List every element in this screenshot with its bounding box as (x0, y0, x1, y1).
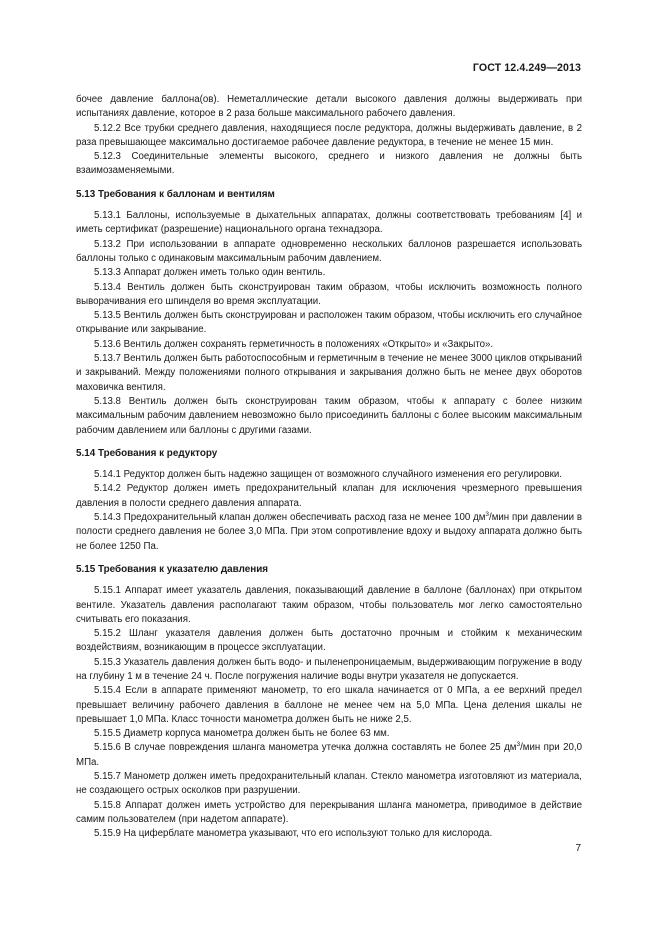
paragraph-5-14-3 (76, 511, 582, 554)
paragraph-5-15-6-text-b: /мин при 20,0 МПа. (76, 742, 582, 768)
paragraph-5-15-9: 5.15.9 На циферблате манометра указывают, что его используют только для кислорода. (94, 828, 493, 840)
paragraph-5-15-1: 5.15.1 Аппарат имеет указатель давления, показывающий давление в баллоне (баллонах) при открытом вентиле. Указатель давления располагают таким образом, чтобы пользователь мог легко самостоятельно считывать его показания. (76, 585, 582, 625)
paragraph-5-13-4: 5.13.4 Вентиль должен быть сконструирован таким образом, чтобы исключить возможность полного выворачивания его шпинделя во время эксплуатации. (76, 281, 582, 307)
paragraph-5-12-3: 5.12.3 Соединительные элементы высокого, среднего и низкого давления не должны быть взаимозаменяемыми. (76, 151, 582, 177)
paragraph-5-13-1: 5.13.1 Баллоны, используемые в дыхательных аппаратах, должны соответствовать требованиям [4] и иметь сертификат (разрешение) национального органа технадзора. (76, 210, 582, 236)
paragraph-5-13-6: 5.13.6 Вентиль должен сохранять герметичность в положениях «Открыто» и «Закрыто». (94, 338, 494, 350)
section-heading-5-15: 5.15 Требования к указателю давления (76, 563, 269, 575)
paragraph-5-15-7: 5.15.7 Манометр должен иметь предохранительный клапан. Стекло манометра изготовляют из материала, не создающего острых осколков при разрушении. (76, 771, 582, 797)
paragraph-5-13-2: 5.13.2 При использовании в аппарате одновременно нескольких баллонов разрешается использовать баллоны только с одинаковым максимальным рабочим давлением. (76, 238, 582, 264)
paragraph-5-15-6-text-a: 5.15.6 В случае повреждения шланга манометра утечка должна составлять не более 25 дм (94, 742, 517, 754)
paragraph-5-15-3: 5.15.3 Указатель давления должен быть водо- и пыленепроницаемым, выдерживающим погружение в воду на глубину 1 м в течение 24 ч. После погружения наличие воды внутри указателя не допускается. (76, 656, 582, 682)
paragraph-5-13-5: 5.13.5 Вентиль должен быть сконструирован и расположен таким образом, чтобы исключить его случайное открывание или закрывание. (76, 310, 582, 336)
paragraph-5-14-3-text-a: 5.14.3 Предохранительный клапан должен обеспечивать расход газа не менее 100 дм (94, 512, 486, 524)
paragraph-5-15-2: 5.15.2 Шланг указателя давления должен быть достаточно прочным и стойким к механическим воздействиям, возникающим в процессе эксплуатации. (76, 628, 582, 654)
page-number: 7 (575, 843, 581, 854)
paragraph-5-13-3: 5.13.3 Аппарат должен иметь только один вентиль. (94, 267, 326, 279)
section-heading-5-14: 5.14 Требования к редуктору (76, 447, 218, 459)
paragraph-5-15-4: 5.15.4 Если в аппарате применяют манометр, то его шкала начинается от 0 МПа, а ее верхний предел превышает величину рабочего давления в баллоне не менее чем на 5,0 МПа. Цена деления шкалы не превышает 1,0 МПа. Класс точности манометра должен быть не ниже 2,5. (76, 685, 582, 725)
paragraph-5-12-2: 5.12.2 Все трубки среднего давления, находящиеся после редуктора, должны выдерживать давление, в 2 раза превышающее максимально достигаемое рабочее давление редуктора, в течение не менее 15 мин. (76, 122, 582, 148)
document-body (76, 93, 582, 842)
paragraph-5-13-7: 5.13.7 Вентиль должен быть работоспособным и герметичным в течение не менее 3000 циклов открываний и закрываний. Между положениями полного открывания и закрывания должно быть не менее двух оборотов маховичка вентиля. (76, 353, 583, 393)
paragraph-5-14-1: 5.14.1 Редуктор должен быть надежно защищен от возможного случайного изменения его регулировки. (94, 469, 562, 481)
paragraph-5-15-8: 5.15.8 Аппарат должен иметь устройство для перекрывания шланга манометра, приводимое в действие самим пользователем (при надетом аппарате). (76, 799, 582, 825)
paragraph-5-14-3-text-b: /мин при давлении в полости среднего давления не более 3,0 МПа. При этом сопротивление вдоху и выдоху аппарата должно быть не более 1250 Па. (76, 512, 582, 552)
superscript-cubic: 3 (516, 741, 521, 749)
paragraph-5-13-8: 5.13.8 Вентиль должен быть сконструирован таким образом, чтобы к аппарату с более низким максимальным рабочим давлением невозможно было присоединить баллоны с более высоким максимальным рабочим давлением или баллоны с другими газами. (76, 395, 582, 436)
superscript-cubic: 3 (485, 510, 490, 518)
paragraph-5-14-2: 5.14.2 Редуктор должен иметь предохранительный клапан для исключения чрезмерного превышения давления в полости среднего давления аппарата. (76, 483, 582, 509)
paragraph-continuation: бочее давление баллона(ов). Неметаллические детали высокого давления должны выдерживать при испытаниях давление, которое в 2 раза больше максимального рабочего давления. (76, 94, 582, 120)
paragraph-5-15-6 (76, 741, 582, 770)
section-heading-5-13: 5.13 Требования к баллонам и вентилям (76, 188, 275, 200)
paragraph-5-15-5: 5.15.5 Диаметр корпуса манометра должен быть не более 63 мм. (94, 728, 390, 740)
standard-header: ГОСТ 12.4.249—2013 (472, 62, 581, 74)
